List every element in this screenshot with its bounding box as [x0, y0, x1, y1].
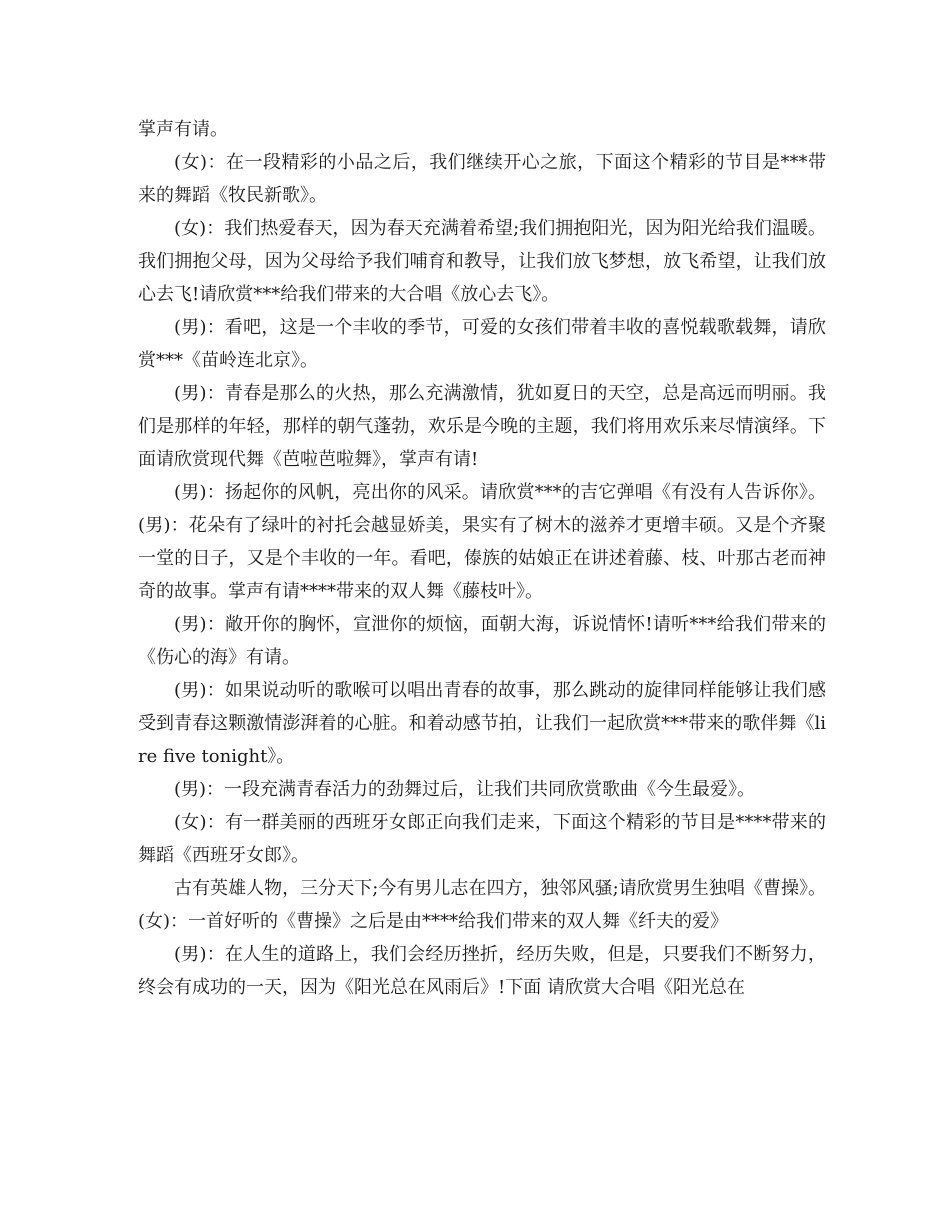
- paragraph-11: 古有英雄人物，三分天下;今有男儿志在四方，独邻风骚;请欣赏男生独唱《曹操》。 (女)：一首好听的《曹操》之后是由****给我们带来的双人舞《纤夫的爱》: [138, 878, 826, 932]
- paragraph-12: (男)：在人生的道路上，我们会经历挫折，经历失败，但是，只要我们不断努力，终会有成功的一天，因为《阳光总在风雨后》!下面 请欣赏大合唱《阳光总在: [138, 944, 826, 998]
- paragraph-5: (男)：青春是那么的火热，那么充满激情，犹如夏日的天空，总是高远而明丽。我们是那样的年轻，那样的朝气蓬勃，欢乐是今晚的主题，我们将用欢乐来尽情演绎。下面请欣赏现代舞《芭啦芭啦舞》，掌声有请!: [138, 383, 826, 470]
- paragraph-8: (男)：如果说动听的歌喉可以唱出青春的故事，那么跳动的旋律同样能够让我们感受到青春这颗激情澎湃着的心脏。和着动感节拍，让我们一起欣赏***带来的歌伴舞《lire five tonight》。: [138, 680, 826, 767]
- document-body: [138, 113, 826, 1004]
- paragraph-2: (女)：在一段精彩的小品之后，我们继续开心之旅，下面这个精彩的节目是***带来的舞蹈《牧民新歌》。: [138, 152, 826, 206]
- paragraph-1: 掌声有请。: [138, 119, 228, 140]
- paragraph-4: (男)：看吧，这是一个丰收的季节，可爱的女孩们带着丰收的喜悦载歌载舞，请欣赏***《苗岭连北京》。: [138, 317, 826, 371]
- paragraph-9: (男)：一段充满青春活力的劲舞过后，让我们共同欣赏歌曲《今生最爱》。: [174, 779, 756, 800]
- paragraph-6: (男)：扬起你的风帆，亮出你的风采。请欣赏***的吉它弹唱《有没有人告诉你》。 (男)：花朵有了绿叶的衬托会越显娇美，果实有了树木的滋养才更增丰硕。又是个齐聚一堂的日子，又是个丰收的一年。看吧，傣族的姑娘正在讲述着藤、枝、叶那古老而神奇的故事。掌声有请****带来的双人舞《藤枝叶》。: [138, 482, 826, 602]
- paragraph-3: (女)：我们热爱春天，因为春天充满着希望;我们拥抱阳光，因为阳光给我们温暖。我们拥抱父母，因为父母给予我们哺育和教导，让我们放飞梦想，放飞希望，让我们放心去飞!请欣赏***给我们带来的大合唱《放心去飞》。: [138, 218, 826, 305]
- paragraph-7: (男)：敞开你的胸怀，宣泄你的烦恼，面朝大海，诉说情怀!请听***给我们带来的《伤心的海》有请。: [138, 614, 826, 668]
- paragraph-10: (女)：有一群美丽的西班牙女郎正向我们走来，下面这个精彩的节目是****带来的舞蹈《西班牙女郎》。: [138, 812, 826, 866]
